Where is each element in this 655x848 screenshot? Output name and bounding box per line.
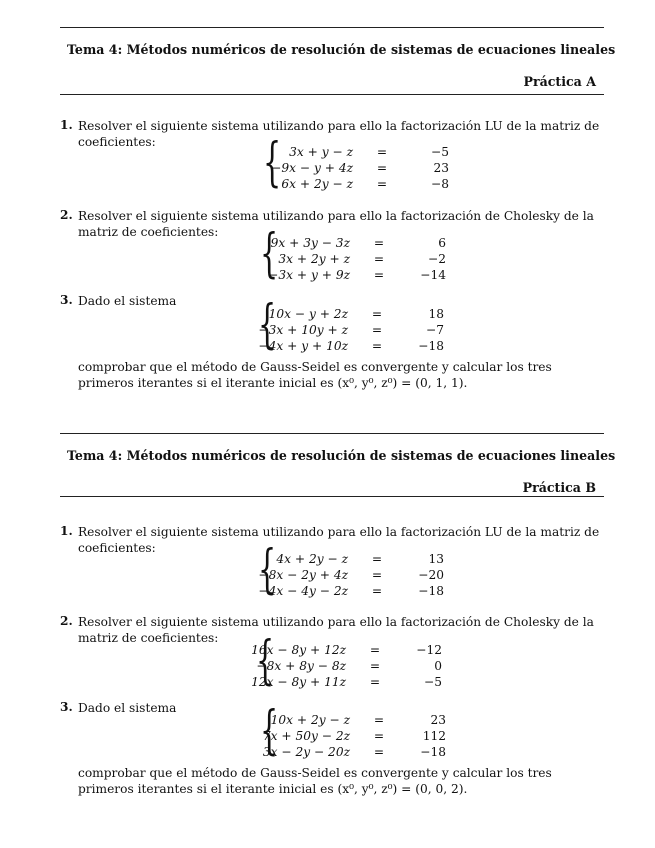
- equals-sign: =: [376, 145, 388, 159]
- equals-sign: =: [376, 161, 388, 175]
- equation-row: [270, 712, 446, 728]
- equation-lhs: 3x + y − z: [289, 145, 353, 159]
- equation-lhs: −9x − y + 4z: [271, 161, 353, 175]
- problem-followup: comprobar que el método de Gauss-Seidel es convergente y calcular los tres primeros iterantes si el iterante inicial es (x⁰, y⁰, z⁰) = (0, 0, 2).: [78, 766, 552, 796]
- equation-rhs: −5: [431, 145, 449, 159]
- header-rule: [60, 94, 604, 95]
- equation-lhs: 3x − 2y − 20z: [262, 745, 350, 759]
- equals-sign: =: [371, 339, 383, 353]
- problem-number: 1.: [60, 118, 73, 132]
- equation-row: [270, 235, 446, 251]
- equals-sign: =: [373, 745, 385, 759]
- equation-rhs: −18: [418, 339, 444, 353]
- equation-rhs: −18: [418, 584, 444, 598]
- equation-lhs: 6x + 2y − z: [281, 177, 353, 191]
- equation-lhs: 12x − 8y + 11z: [251, 675, 346, 689]
- equation-lhs: −4x − 4y − 2z: [258, 584, 348, 598]
- equation-rhs: −20: [418, 568, 444, 582]
- equation-lhs: 10x + 2y − z: [270, 713, 350, 727]
- equals-sign: =: [369, 675, 381, 689]
- problem-followup: comprobar que el método de Gauss-Seidel es convergente y calcular los tres primeros iterantes si el iterante inicial es (x⁰, y⁰, z⁰) = (0, 1, 1).: [78, 360, 552, 390]
- equation-row: [262, 728, 446, 744]
- problem-statement: Dado el sistema: [78, 294, 177, 308]
- left-brace: {: [256, 631, 275, 691]
- equation-row: [268, 306, 444, 322]
- equation-rhs: 0: [434, 659, 442, 673]
- equation-lhs: −3x + y + 9z: [268, 268, 350, 282]
- equals-sign: =: [371, 323, 383, 337]
- left-brace: {: [258, 295, 277, 355]
- problem-statement: Resolver el siguiente sistema utilizando para ello la factorización de Cholesky de la matriz de coeficientes:: [78, 615, 594, 645]
- equation-row: [258, 338, 444, 354]
- problem-number: 2.: [60, 614, 73, 628]
- equation-rhs: 18: [428, 307, 444, 321]
- equation-lhs: 16x − 8y + 12z: [251, 643, 346, 657]
- equals-sign: =: [371, 568, 383, 582]
- equals-sign: =: [371, 307, 383, 321]
- section-title: Tema 4: Métodos numéricos de resolución de sistemas de ecuaciones lineales: [67, 448, 616, 463]
- equation-rhs: −5: [424, 675, 442, 689]
- left-brace: {: [260, 224, 279, 284]
- equation-rhs: 23: [433, 161, 449, 175]
- equals-sign: =: [369, 659, 381, 673]
- equation-rhs: 112: [422, 729, 446, 743]
- equation-row: [258, 583, 444, 599]
- problem-statement: Resolver el siguiente sistema utilizando para ello la factorización LU de la matriz de coeficientes:: [78, 525, 600, 555]
- practice-label: Práctica A: [523, 74, 596, 89]
- left-brace: {: [258, 540, 277, 600]
- equation-row: [251, 642, 442, 658]
- top-rule: [60, 27, 604, 28]
- left-brace: {: [260, 701, 279, 761]
- equation-row: [256, 658, 442, 674]
- problem-number: 3.: [60, 700, 73, 714]
- practice-a-section: [60, 27, 616, 397]
- header-rule: [60, 496, 604, 497]
- equation-rhs: 6: [438, 236, 446, 250]
- equation-rhs: −2: [428, 252, 446, 266]
- equals-sign: =: [373, 729, 385, 743]
- equation-row: [276, 251, 446, 267]
- equation-row: [268, 267, 446, 283]
- equals-sign: =: [373, 268, 385, 282]
- equation-lhs: −3x + 10y + z: [258, 323, 348, 337]
- equation-row: [279, 176, 449, 192]
- problem-number: 3.: [60, 293, 73, 307]
- equation-row: [262, 744, 446, 760]
- equation-rhs: 13: [428, 552, 444, 566]
- equation-lhs: −8x − 2y + 4z: [258, 568, 348, 582]
- equals-sign: =: [369, 643, 381, 657]
- equation-row: [271, 160, 449, 176]
- practice-label: Práctica B: [522, 480, 596, 495]
- problem-number: 1.: [60, 524, 73, 538]
- equation-row: [258, 567, 444, 583]
- equation-rhs: −12: [416, 643, 442, 657]
- equals-sign: =: [373, 236, 385, 250]
- equation-lhs: −4x + y + 10z: [258, 339, 348, 353]
- equation-lhs: 3x + 2y + z: [278, 252, 350, 266]
- equation-lhs: 4x + 2y − z: [276, 552, 348, 566]
- top-rule: [60, 433, 604, 434]
- equation-rhs: −14: [420, 268, 446, 282]
- equation-row: [251, 674, 442, 690]
- left-brace: {: [263, 133, 282, 193]
- equation-lhs: −8x + 8y − 8z: [256, 659, 346, 673]
- equation-rhs: −7: [426, 323, 444, 337]
- equation-rhs: −18: [420, 745, 446, 759]
- equals-sign: =: [373, 713, 385, 727]
- equation-row: [279, 144, 449, 160]
- equation-lhs: 7x + 50y − 2z: [262, 729, 350, 743]
- equals-sign: =: [376, 177, 388, 191]
- problem-number: 2.: [60, 208, 73, 222]
- problem-statement: Resolver el siguiente sistema utilizando para ello la factorización de Cholesky de la matriz de coeficientes:: [78, 209, 594, 239]
- equation-lhs: 10x − y + 2z: [268, 307, 348, 321]
- problem-statement: Resolver el siguiente sistema utilizando para ello la factorización LU de la matriz de coeficientes:: [78, 119, 600, 149]
- equals-sign: =: [371, 552, 383, 566]
- equals-sign: =: [373, 252, 385, 266]
- equals-sign: =: [371, 584, 383, 598]
- equation-row: [274, 551, 444, 567]
- equation-row: [258, 322, 444, 338]
- equation-rhs: −8: [431, 177, 449, 191]
- equation-lhs: 9x + 3y − 3z: [270, 236, 350, 250]
- practice-b-section: [60, 433, 616, 813]
- equation-rhs: 23: [430, 713, 446, 727]
- problem-statement: Dado el sistema: [78, 701, 177, 715]
- section-title: Tema 4: Métodos numéricos de resolución de sistemas de ecuaciones lineales: [67, 42, 616, 57]
